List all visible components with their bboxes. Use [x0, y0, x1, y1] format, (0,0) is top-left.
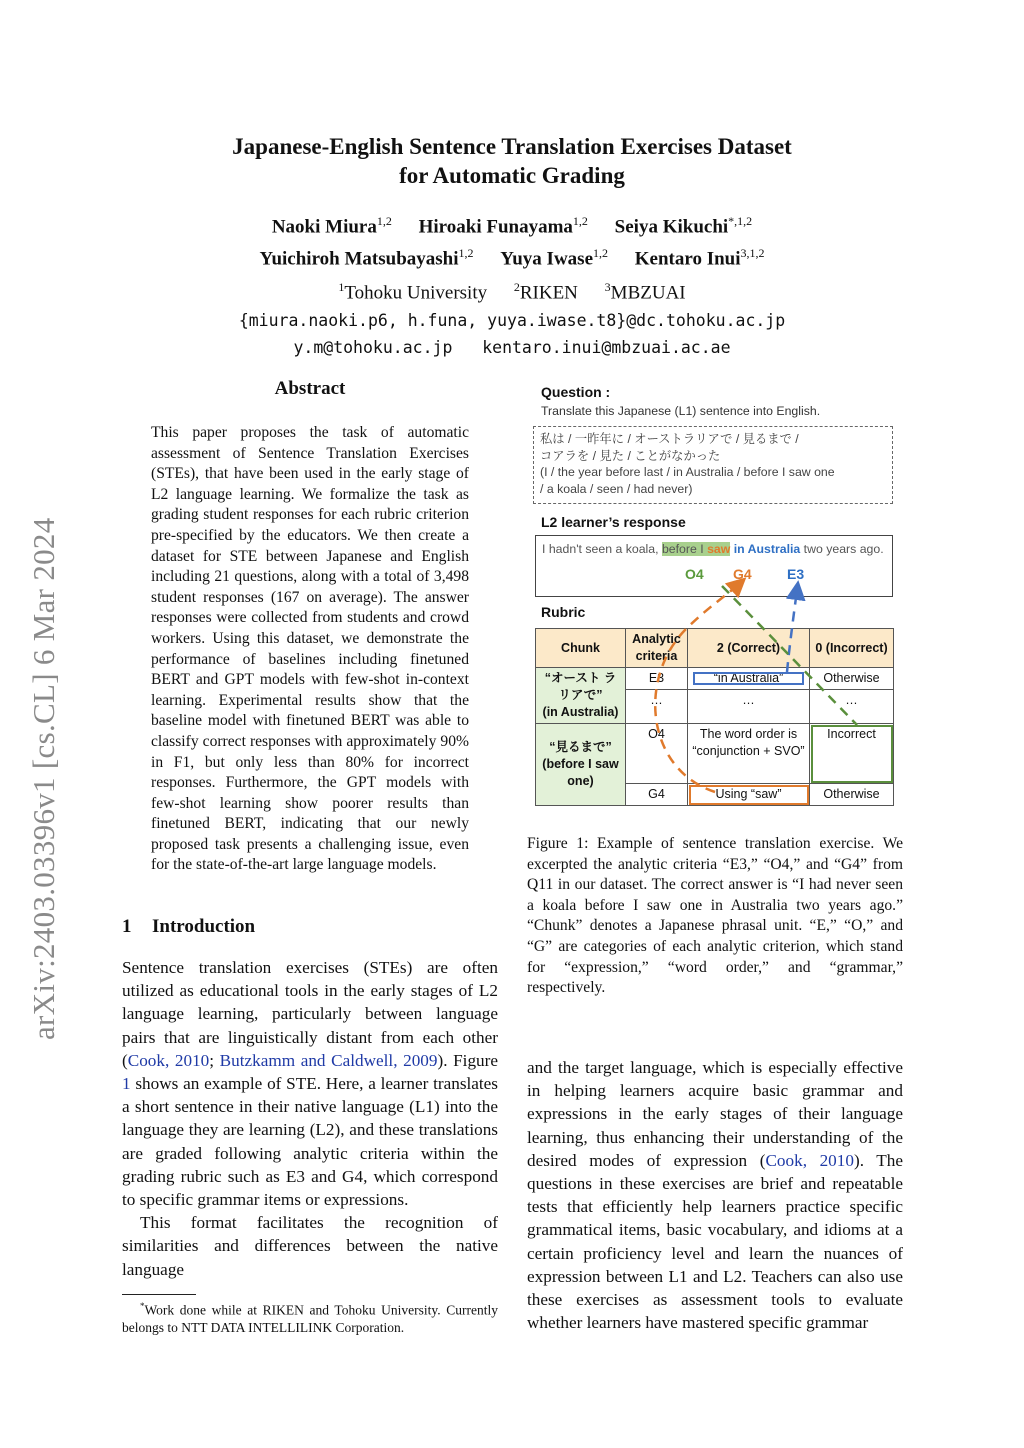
- question-text: Translate this Japanese (L1) sentence into English.: [541, 404, 821, 418]
- right-column-text: [527, 1056, 903, 1334]
- tag-o4: O4: [685, 566, 704, 582]
- email-line-1[interactable]: {miura.naoki.p6, h.funa, yuya.iwase.t8}@dc.tohoku.ac.jp: [238, 310, 786, 330]
- citation-link[interactable]: Cook, 2010: [765, 1150, 854, 1170]
- abstract-heading: Abstract: [274, 378, 346, 399]
- criteria-cell: …: [626, 690, 688, 724]
- highlight-before: before I: [661, 542, 708, 556]
- author-name: Naoki Miura: [271, 216, 377, 238]
- header-incorrect: 0 (Incorrect): [810, 629, 894, 668]
- correct-cell: …: [688, 690, 810, 724]
- highlight-in-australia: in Australia: [733, 542, 801, 556]
- author-name: Kentaro Inui: [634, 248, 741, 270]
- emails: [150, 307, 874, 361]
- criteria-cell: O4: [626, 724, 688, 784]
- table-row: [536, 668, 894, 690]
- rubric-table: [535, 628, 894, 806]
- header-criteria: Analytic criteria: [626, 629, 688, 668]
- header-correct: 2 (Correct): [688, 629, 810, 668]
- section-heading: 1 Introduction: [122, 916, 256, 937]
- incorrect-cell: Otherwise: [810, 668, 894, 690]
- citation-link[interactable]: Butzkamm and Caldwell, 2009: [219, 1050, 438, 1070]
- author-name: Seiya Kikuchi: [614, 216, 729, 238]
- criteria-cell: E3: [626, 668, 688, 690]
- incorrect-cell: …: [810, 690, 894, 724]
- highlight-saw: saw: [707, 542, 731, 556]
- footnote: *Work done while at RIKEN and Tohoku University. Currently belongs to NTT DATA INTELLILINK Corporation.: [122, 1301, 498, 1335]
- response-label: L2 learner’s response: [541, 514, 686, 530]
- title-line-2: for Automatic Grading: [399, 163, 625, 188]
- author-row-2: Yuichiroh Matsubayashi$^{1,2}$ Yuya Iwase$^{1,2}$ Kentaro Inui$^{3,1,2}$: [259, 246, 765, 270]
- title-line-1: Japanese-English Sentence Translation Exercises Dataset: [232, 134, 792, 159]
- citation-link[interactable]: Cook, 2010: [127, 1050, 210, 1070]
- paper-title: [150, 132, 874, 190]
- correct-cell: “in Australia”: [688, 668, 810, 690]
- intro-paragraph-1: Sentence translation exercises (STEs) are often utilized as educational tools in the early stages of L2 language learning, particularly between language pairs that are linguistically distant from each other (Cook, 2010; Butzkamm and Caldwell, 2009). Figure 1 shows an example of STE. Here, a learner translates a short sentence in their native language (L1) into the language they are learning (L2), and these translations are graded following analytic criteria within the grading rubric such as E3 and G4, which correspond to specific grammar items or expressions.: [122, 958, 498, 1210]
- tag-e3: E3: [787, 566, 805, 582]
- right-paragraph: and the target language, which is especially effective in helping learners acquire basic grammar and expressions in the early stages of their language learning, thus enhancing their understanding of the desired modes of expression (Cook, 2010). The questions in these exercises are brief and repeatable tests that efficiently help learners practice specific grammatical items, basic vocabulary, and idioms at a certain proficiency level and learn the nuances of expression between L1 and L2. Teachers can also use these exercises as assessment tools to evaluate whether learners have mastered specific grammar: [527, 1058, 903, 1333]
- figure-1: [527, 380, 903, 820]
- affiliation: Tohoku University: [344, 281, 488, 303]
- incorrect-cell: Otherwise: [810, 784, 894, 806]
- chunk-cell: “オースト ラリアで” (in Australia): [536, 668, 626, 724]
- author-block: [150, 208, 874, 361]
- author-name: Hiroaki Funayama: [418, 216, 573, 238]
- intro-paragraph-2: This format facilitates the recognition of similarities and differences between the native language: [122, 1213, 498, 1279]
- affiliation: RIKEN: [519, 281, 578, 303]
- correct-cell: The word order is “conjunction + SVO”: [688, 724, 810, 784]
- arxiv-identifier: arXiv:2403.03396v1 [cs.CL] 6 Mar 2024: [26, 517, 61, 1040]
- question-label: Question :: [541, 384, 611, 400]
- correct-cell: Using “saw”: [688, 784, 810, 806]
- rubric-label: Rubric: [541, 604, 586, 620]
- author-name: Yuichiroh Matsubayashi: [259, 248, 459, 270]
- question-box: 私は / 一昨年に / オーストラリアで / 見るまで / コアラを / 見た / ことがなかった (I / the year before last / in Australia / before I saw one / a koala / seen / had never): [533, 426, 893, 504]
- affiliations: $^1$Tohoku University $^2$RIKEN $^3$MBZUAI: [338, 279, 686, 303]
- chunk-cell: “見るまで” (before I saw one): [536, 724, 626, 806]
- figure-ref-link[interactable]: 1: [122, 1074, 131, 1094]
- footnote-rule: [122, 1294, 196, 1295]
- table-row: [536, 724, 894, 784]
- author-row-1: Naoki Miura$^{1,2}$ Hiroaki Funayama$^{1,2}$ Seiya Kikuchi$^{*,1,2}$: [271, 214, 753, 238]
- email-line-2[interactable]: y.m@tohoku.ac.jp kentaro.inui@mbzuai.ac.ae: [293, 337, 731, 357]
- response-box: I hadn't seen a koala, before I saw in Australia two years ago.: [535, 535, 893, 597]
- figure-caption: Figure 1: Example of sentence translation exercise. We excerpted the analytic criteria “E3,” “O4,” and “G4” from Q11 in our dataset. The correct answer is “I had never seen a koala before I saw one in Australia two years ago.” “Chunk” denotes a Japanese phrasal unit. “E,” “O,” and “G” are categories of each analytic criterion, which stand for “expression,” “word order,” and “grammar,” respectively.: [527, 835, 903, 997]
- tag-g4: G4: [733, 566, 752, 582]
- criteria-cell: G4: [626, 784, 688, 806]
- table-header-row: [536, 629, 894, 668]
- header-chunk: Chunk: [536, 629, 626, 668]
- abstract-text: This paper proposes the task of automatic assessment of Sentence Translation Exercises (STEs), that have been used in the early stage of L2 language learning. We formalize the task as grading student responses for each rubric criterion pre-specified by the educators. We then create a dataset for STE between Japanese and English including 21 questions, along with a total of 3,498 student responses (167 on average). The answer responses were collected from students and crowd workers. Using this dataset, we demonstrate the performance of baselines including finetuned BERT and GPT models with few-shot in-context learning. Experimental results show that the baseline model with finetuned BERT was able to classify correct responses with approximately 90% in F1, but only less than 80% for incorrect responses. Furthermore, the GPT models with few-shot learning show poorer results than finetuned BERT, indicating that our newly proposed task presents a challenging issue, even for the state-of-the-art large language models.: [151, 424, 469, 874]
- incorrect-cell: Incorrect: [810, 724, 894, 784]
- author-name: Yuya Iwase: [500, 248, 594, 270]
- intro-text: [122, 956, 498, 1281]
- affiliation: MBZUAI: [610, 281, 686, 303]
